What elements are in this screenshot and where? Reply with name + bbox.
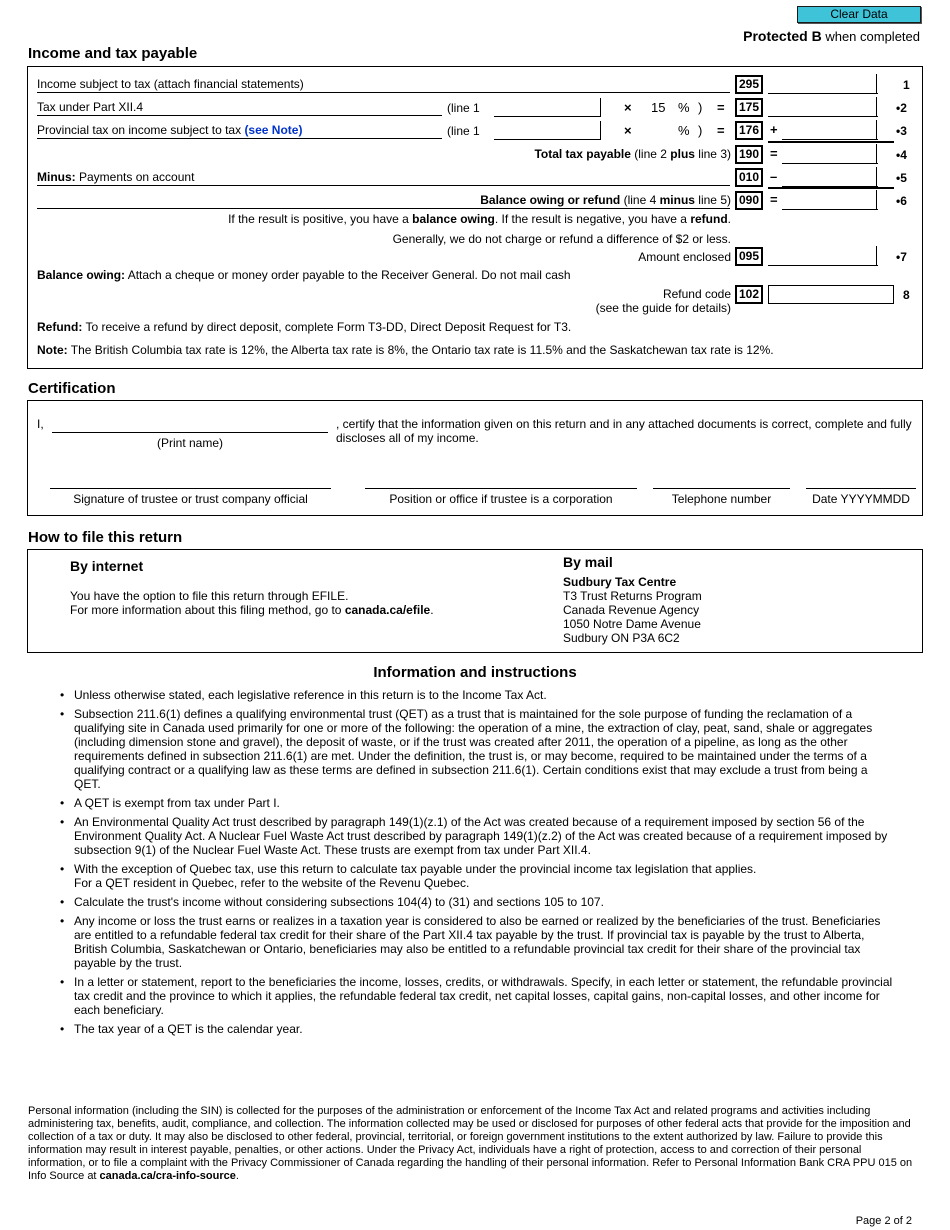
row2-line1-input[interactable] (494, 98, 600, 117)
privacy-notice (28, 1105, 918, 1183)
how-to-file-title: How to file this return (28, 529, 183, 546)
info-item (58, 862, 894, 890)
info-item (58, 914, 894, 970)
clear-data-button[interactable]: Clear Data (797, 6, 921, 23)
balance-owing-instruction (37, 268, 571, 282)
info-bullet: • (60, 707, 65, 721)
print-name-caption: (Print name) (156, 436, 224, 450)
see-note-link[interactable]: (see Note) (244, 123, 303, 137)
code-190: 190 (735, 145, 763, 164)
info-item-text: With the exception of Quebec tax, use this return to calculate tax payable under the provincial income tax legislation that applies. (74, 862, 757, 876)
info-item (58, 815, 894, 857)
mail-address (563, 575, 702, 645)
info-list (58, 688, 894, 1041)
info-item (58, 796, 894, 810)
row2-percent: % (678, 100, 690, 115)
date-caption: Date YYYYMMDD (812, 492, 910, 506)
row2-label: Tax under Part XII.4 (37, 100, 144, 114)
row4-label-part1: (line 2 (630, 147, 671, 161)
info-item (58, 1022, 894, 1036)
telephone-input[interactable] (653, 470, 790, 489)
by-mail-title: By mail (563, 554, 613, 570)
row4-total-rule (768, 141, 894, 143)
income-section-title: Income and tax payable (28, 45, 198, 62)
mail-line4: 1050 Notre Dame Avenue (563, 617, 701, 631)
internet-line2-text: For more information about this filing method, go to (70, 603, 345, 617)
row3-rule (37, 126, 442, 139)
row3-line1-input[interactable] (494, 121, 600, 140)
row2-cents-divider (876, 97, 877, 117)
line-number-8: 8 (903, 288, 910, 302)
note-rest: The British Columbia tax rate is 12%, the Alberta tax rate is 8%, the Ontario tax rate is 11.5% and the Saskatchewan tax rate is 12%. (67, 343, 774, 357)
info-item (58, 895, 894, 909)
info-bullet: • (60, 1022, 65, 1036)
print-name-input[interactable] (52, 414, 328, 433)
row2-rule (37, 103, 442, 116)
code-010: 010 (735, 168, 763, 187)
info-bullet: • (60, 815, 65, 829)
info-item (58, 975, 894, 1017)
privacy-end: . (235, 1170, 239, 1182)
info-item-text: Subsection 211.6(1) defines a qualifying environmental trust (QET) as a trust that is maintained for the sole purpose of funding the reclamation of a qualifying site in Canada used primarily for one or more of the following: the operation of a mine, the extraction of clay, peat, sand, shale or aggregates (including dimension stone and gravel), the deposit of waste, or if the trust was created after 2011, the operation of a pipeline, as long as the other requirements defined in subsection 211.6(1) are met. Under the definition, the trust is, or may become, required to be maintained under the terms of a qualifying contract or a qualifying law as these terms are defined in subsection 211.6(1). Certain conditions exist that may exclude a trust from being a QET. (74, 707, 873, 791)
line-number-2: •2 (896, 101, 907, 115)
signature-caption: Signature of trustee or trust company official (73, 492, 308, 506)
protected-b-rest: when completed (821, 29, 920, 44)
privacy-text: Personal information (including the SIN) is collected for the purposes of the administration or enforcement of the Income Tax Act and related programs and activities including administering tax, benefits, audit, compliance, and collection. The information collected may be used or disclosed for purposes of other federal acts that provide for the imposition and collection of a tax or duty. It may also be disclosed to other federal, provincial, territorial, or foreign government institutions to the extent authorized by law. Failure to provide this information may result in interest payable, penalties, or other actions. Under the Privacy Act, individuals have a right of protection, access to and correction of their personal information, or to file a complaint with the Privacy Commissioner of Canada regarding the handling of their personal information. Refer to Personal Information Bank CRA PPU 015 on Info Source at (28, 1105, 913, 1182)
line-number-1: 1 (903, 78, 910, 92)
by-internet-title: By internet (70, 558, 144, 574)
line5-amount-input[interactable] (782, 168, 878, 187)
row4-label-plus: plus (670, 147, 695, 161)
row6-label-part2: line 5) (694, 193, 731, 207)
amount-enclosed-input[interactable] (768, 247, 878, 266)
line3-amount-input[interactable] (782, 121, 878, 140)
page-number: Page 2 of 2 (855, 1215, 912, 1227)
certification-section-title: Certification (28, 380, 116, 397)
mail-line2: T3 Trust Returns Program (563, 589, 702, 603)
mail-line3: Canada Revenue Agency (563, 603, 700, 617)
row3-plus-sign: + (770, 122, 778, 137)
signature-input[interactable] (50, 470, 331, 489)
cra-info-source-link[interactable]: canada.ca/cra-info-source (99, 1170, 236, 1182)
info-item-text: A QET is exempt from tax under Part I. (74, 796, 280, 810)
row3-lineref: (line 1 (447, 124, 480, 138)
amount-enclosed-label: Amount enclosed (638, 250, 731, 264)
row6-equals-sign: = (770, 192, 778, 207)
row5-rule (37, 173, 730, 186)
code-090: 090 (735, 191, 763, 210)
info-bullet: • (60, 895, 65, 909)
row6-label-part1: (line 4 (620, 193, 660, 207)
info-bullet: • (60, 688, 65, 702)
position-input[interactable] (365, 470, 637, 489)
row6-rule (37, 196, 730, 209)
line-number-6: •6 (896, 194, 907, 208)
result-text-2: . If the result is negative, you have a (494, 212, 691, 226)
row2-input-divider (600, 98, 601, 117)
row3-label-text: Provincial tax on income subject to tax (37, 123, 245, 137)
info-item (58, 688, 894, 702)
info-item (58, 707, 894, 791)
result-text-3: . (727, 212, 731, 226)
info-title: Information and instructions (373, 664, 577, 681)
info-item-text: In a letter or statement, report to the beneficiaries the income, losses, credits, or withdrawals. Specify, in each letter or statement, the refundable provincial tax credit and the province to which it applies, the refundable federal tax credit, net capital losses, capital gains, non-capital losses, and other income for each beneficiary. (74, 975, 893, 1017)
line-number-4: •4 (896, 148, 907, 162)
info-item-text: Unless otherwise stated, each legislative reference in this return is to the Income Tax Act. (74, 688, 547, 702)
result-explanation (228, 212, 731, 226)
certification-i: I, (37, 417, 44, 431)
code-175: 175 (735, 98, 763, 117)
internet-line2 (70, 603, 434, 617)
line-number-7: •7 (896, 250, 907, 264)
row5-minus-sign: – (770, 169, 778, 184)
info-item-text: An Environmental Quality Act trust described by paragraph 149(1)(z.1) of the Act was created because of a requirement imposed by section 56 of the Environment Quality Act. A Nuclear Fuel Waste Act trust described by paragraph 149(1)(z.2) of the Act was created because of a requirement imposed by subsection 9(1) of the Nuclear Fuel Waste Act. These trusts are exempt from tax under Part XII.4. (74, 815, 888, 857)
refund-code-label: Refund code (662, 287, 731, 301)
row4-label-bold: Total tax payable (534, 147, 631, 161)
provincial-rate-input[interactable] (645, 121, 675, 140)
line-number-3: •3 (896, 124, 907, 138)
row6-cents-divider (876, 190, 877, 210)
row4-label-part2: line 3) (694, 147, 731, 161)
code-102: 102 (735, 285, 763, 304)
refund-rest: To receive a refund by direct deposit, complete Form T3-DD, Direct Deposit Request for T3. (82, 320, 572, 334)
mail-line1: Sudbury Tax Centre (563, 575, 677, 589)
info-item-text: The tax year of a QET is the calendar year. (74, 1022, 303, 1036)
line2-amount-input[interactable] (768, 98, 878, 117)
row5-label-rest: Payments on account (75, 170, 195, 184)
row1-rule (37, 80, 730, 93)
row6-label-bold: Balance owing or refund (480, 193, 621, 207)
row6-label-minus: minus (659, 193, 695, 207)
row1-cents-divider (876, 74, 877, 94)
row3-equals: = (717, 123, 725, 138)
refund-instruction (37, 320, 571, 334)
row3-percent: % (678, 123, 690, 138)
info-bullet: • (60, 975, 65, 989)
difference-note: Generally, we do not charge or refund a difference of $2 or less. (392, 232, 731, 246)
row2-lineref: (line 1 (447, 101, 480, 115)
tax-rate-note (37, 343, 774, 357)
result-text-1: If the result is positive, you have a (228, 212, 413, 226)
row3-cents-divider (876, 120, 877, 140)
certify-statement: , certify that the information given on this return and in any attached documents is correct, complete and fully discloses all of my income. (336, 417, 912, 445)
row3-times: × (624, 123, 632, 138)
line1-amount-input[interactable] (768, 75, 878, 94)
protected-b-notice (743, 28, 920, 44)
internet-line1: You have the option to file this return through EFILE. (70, 589, 349, 603)
row6-total-rule (768, 187, 894, 189)
row3-input-divider (600, 121, 601, 140)
row1-label: Income subject to tax (attach financial statements) (37, 77, 304, 91)
refund-code-input[interactable] (768, 285, 894, 304)
info-bullet: • (60, 914, 65, 928)
row4-cents-divider (876, 144, 877, 164)
refund-code-guide-note: (see the guide for details) (595, 301, 731, 315)
efile-link[interactable]: canada.ca/efile (344, 603, 431, 617)
info-item-text: Any income or loss the trust earns or realizes in a taxation year is considered to also be earned or realized by the beneficiaries of the trust. Beneficiaries are entitled to a refundable federal tax credit for their share of the Part XII.4 tax payable by the trust. If provincial tax is payable by the trust to Alberta, British Columbia, Saskatchewan or Ontario, beneficiaries may also be entitled to a refundable provincial tax credit for their share of the provincial tax payable by the trust. (74, 914, 881, 970)
line4-amount-input[interactable] (782, 145, 878, 164)
row7-cents-divider (876, 246, 877, 266)
telephone-caption: Telephone number (671, 492, 772, 506)
row4-equals-sign: = (770, 146, 778, 161)
row5-label-bold: Minus: (37, 170, 76, 184)
row5-cents-divider (876, 167, 877, 187)
row4-label (534, 147, 731, 161)
note-bold: Note: (37, 343, 68, 357)
balance-owing-bold: Balance owing: (37, 268, 126, 282)
row2-equals: = (717, 100, 725, 115)
info-item-text: Calculate the trust's income without considering subsections 104(4) to (31) and sections 105 to 107. (74, 895, 604, 909)
row2-paren: ) (698, 100, 703, 115)
protected-b-label: Protected B (743, 28, 822, 44)
refund-bold: Refund: (37, 320, 83, 334)
balance-owing-rest: Attach a cheque or money order payable to the Receiver General. Do not mail cash (125, 268, 571, 282)
date-input[interactable] (806, 470, 916, 489)
info-bullet: • (60, 796, 65, 810)
code-095: 095 (735, 247, 763, 266)
result-refund: refund (690, 212, 728, 226)
row3-paren: ) (698, 123, 703, 138)
internet-line2-end: . (430, 603, 434, 617)
row2-rate: 15 (651, 100, 666, 115)
line-number-5: •5 (896, 171, 907, 185)
row2-times: × (624, 100, 632, 115)
result-balance-owing: balance owing (412, 212, 495, 226)
info-bullet: • (60, 862, 65, 876)
info-quebec-text: For a QET resident in Quebec, refer to the website of the Revenu Quebec. (74, 876, 470, 890)
position-caption: Position or office if trustee is a corporation (389, 492, 613, 506)
mail-line5: Sudbury ON P3A 6C2 (563, 631, 680, 645)
code-176: 176 (735, 121, 763, 140)
code-295: 295 (735, 75, 763, 94)
line6-amount-input[interactable] (782, 191, 878, 210)
